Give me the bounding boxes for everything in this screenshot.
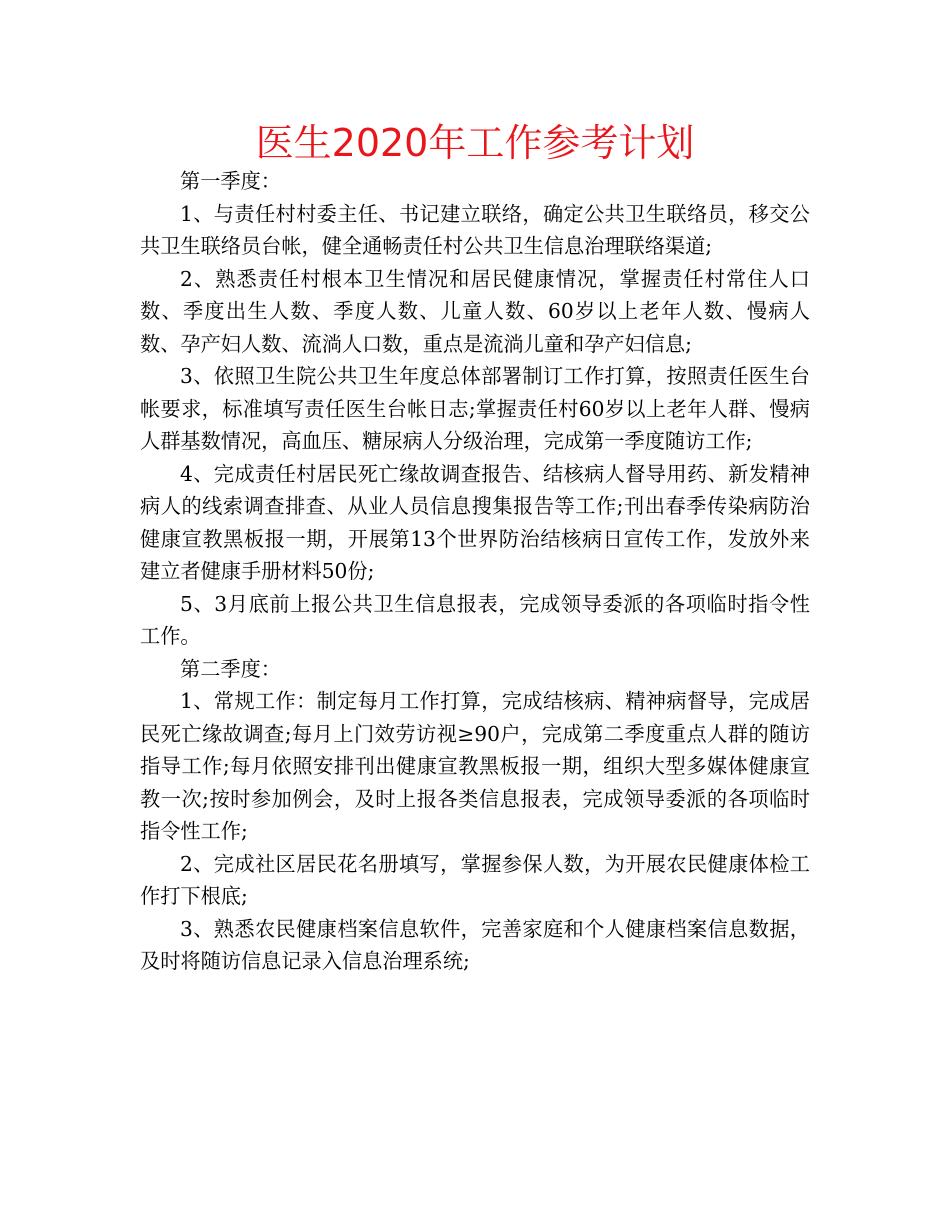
paragraph: 4、完成责任村居民死亡缘故调查报告、结核病人督导用药、新发精神病人的线索调查排查、从业人员信息搜集报告等工作;刊出春季传染病防治健康宣教黑板报一期，开展第13个世界防治结核病日宣传工作，发放外来建立者健康手册材料50份; — [140, 461, 810, 583]
document-title: 医生2020年工作参考计划 — [255, 121, 695, 165]
section-heading-q1: 第一季度： — [180, 169, 281, 193]
paragraph: 3、熟悉农民健康档案信息软件，完善家庭和个人健康档案信息数据，及时将随访信息记录入信息治理系统; — [140, 916, 810, 973]
paragraph: 2、完成社区居民花名册填写，掌握参保人数，为开展农民健康体检工作打下根底; — [140, 851, 810, 908]
paragraph: 3、依照卫生院公共卫生年度总体部署制订工作打算，按照责任医生台帐要求，标准填写责任医生台帐日志;掌握责任村60岁以上老年人群、慢病人群基数情况，高血压、糖尿病人分级治理，完成第一季度随访工作; — [140, 364, 810, 453]
paragraph: 1、与责任村村委主任、书记建立联络，确定公共卫生联络员，移交公共卫生联络员台帐，健全通畅责任村公共卫生信息治理联络渠道; — [140, 201, 810, 258]
section-heading-q2: 第二季度： — [180, 656, 281, 681]
paragraph: 2、熟悉责任村根本卫生情况和居民健康情况，掌握责任村常住人口数、季度出生人数、季度人数、儿童人数、60岁以上老年人数、慢病人数、孕产妇人数、流淌人口数，重点是流淌儿童和孕产妇信息; — [140, 266, 810, 356]
paragraph: 5、3月底前上报公共卫生信息报表，完成领导委派的各项临时指令性工作。 — [140, 591, 810, 648]
document-body — [140, 165, 810, 978]
paragraph: 1、常规工作：制定每月工作打算，完成结核病、精神病督导，完成居民死亡缘故调查;每月上门效劳访视≥90户，完成第二季度重点人群的随访指导工作;每月依照安排刊出健康宣教黑板报一期，组织大型多媒体健康宣教一次;按时参加例会，及时上报各类信息报表，完成领导委派的各项临时指令性工作; — [140, 689, 810, 843]
